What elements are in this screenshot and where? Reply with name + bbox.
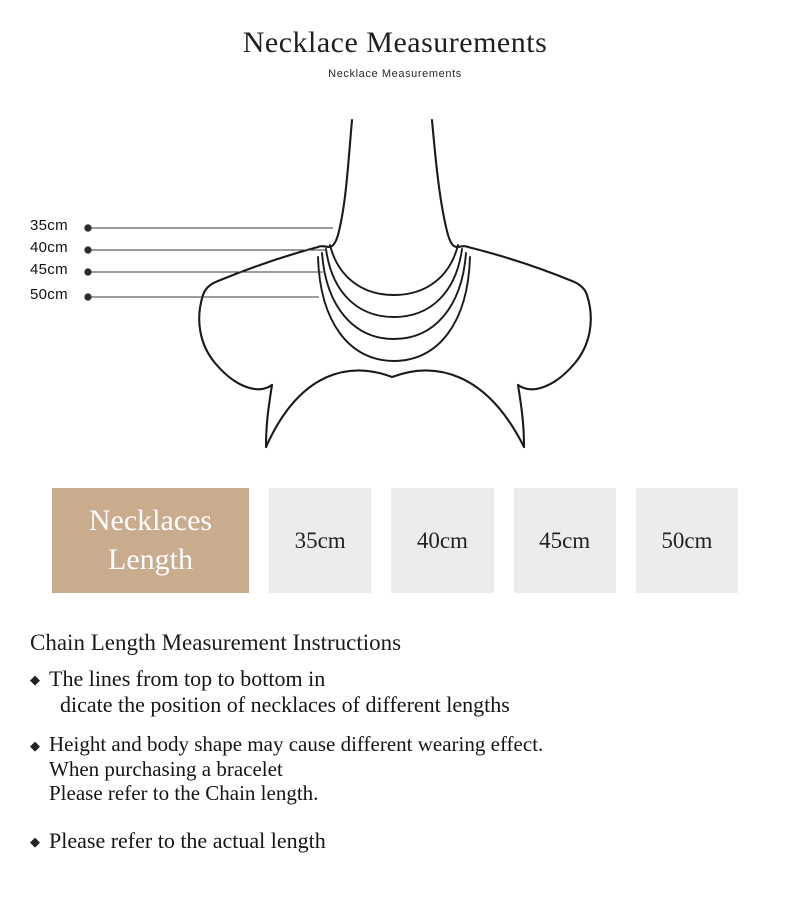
- page-title: Necklace Measurements: [242, 26, 548, 59]
- diagram-label-45cm: 45cm: [30, 261, 68, 278]
- instruction-item: [30, 828, 760, 854]
- instruction-line: Please refer to the Chain length.: [49, 781, 319, 806]
- diagram-label-50cm: 50cm: [30, 286, 68, 303]
- page-subtitle: Necklace Measurements: [328, 68, 462, 80]
- body-outline-svg: [0, 95, 790, 465]
- instruction-line: dicate the position of necklaces of different lengths: [49, 691, 510, 717]
- table-cell-45cm: 45cm: [514, 488, 616, 593]
- instruction-line: Height and body shape may cause different wearing effect.: [49, 731, 544, 756]
- diagram-label-40cm: 40cm: [30, 239, 68, 256]
- instructions-title: Chain Length Measurement Instructions: [30, 630, 402, 655]
- bullet-icon: ◆: [30, 737, 40, 753]
- necklace-arc-40cm: [326, 249, 462, 317]
- instructions-section: [30, 630, 760, 868]
- table-cell-50cm: 50cm: [636, 488, 738, 593]
- instruction-text: [49, 666, 510, 718]
- table-header-cell: Necklaces Length: [52, 488, 249, 593]
- leader-dot-50cm: [85, 294, 91, 300]
- table-cell-35cm: 35cm: [269, 488, 371, 593]
- necklace-length-illustration: [0, 95, 790, 465]
- bullet-icon: ◆: [30, 834, 40, 850]
- necklace-arc-35cm: [330, 245, 458, 295]
- instruction-line: Please refer to the actual length: [49, 828, 326, 854]
- leader-dot-35cm: [85, 225, 91, 231]
- instruction-text: [49, 828, 326, 854]
- instruction-line: The lines from top to bottom in: [49, 666, 326, 691]
- leader-dot-45cm: [85, 269, 91, 275]
- bullet-icon: ◆: [30, 672, 40, 687]
- necklace-arc-50cm: [318, 257, 470, 361]
- necklace-arc-45cm: [322, 253, 466, 339]
- instruction-line: When purchasing a bracelet: [49, 756, 283, 781]
- length-table: [52, 488, 738, 593]
- leader-dot-40cm: [85, 247, 91, 253]
- instruction-item: [30, 732, 760, 806]
- instruction-text: [49, 732, 543, 806]
- diagram-label-35cm: 35cm: [30, 217, 68, 234]
- table-cell-40cm: 40cm: [391, 488, 493, 593]
- instruction-item: [30, 666, 760, 718]
